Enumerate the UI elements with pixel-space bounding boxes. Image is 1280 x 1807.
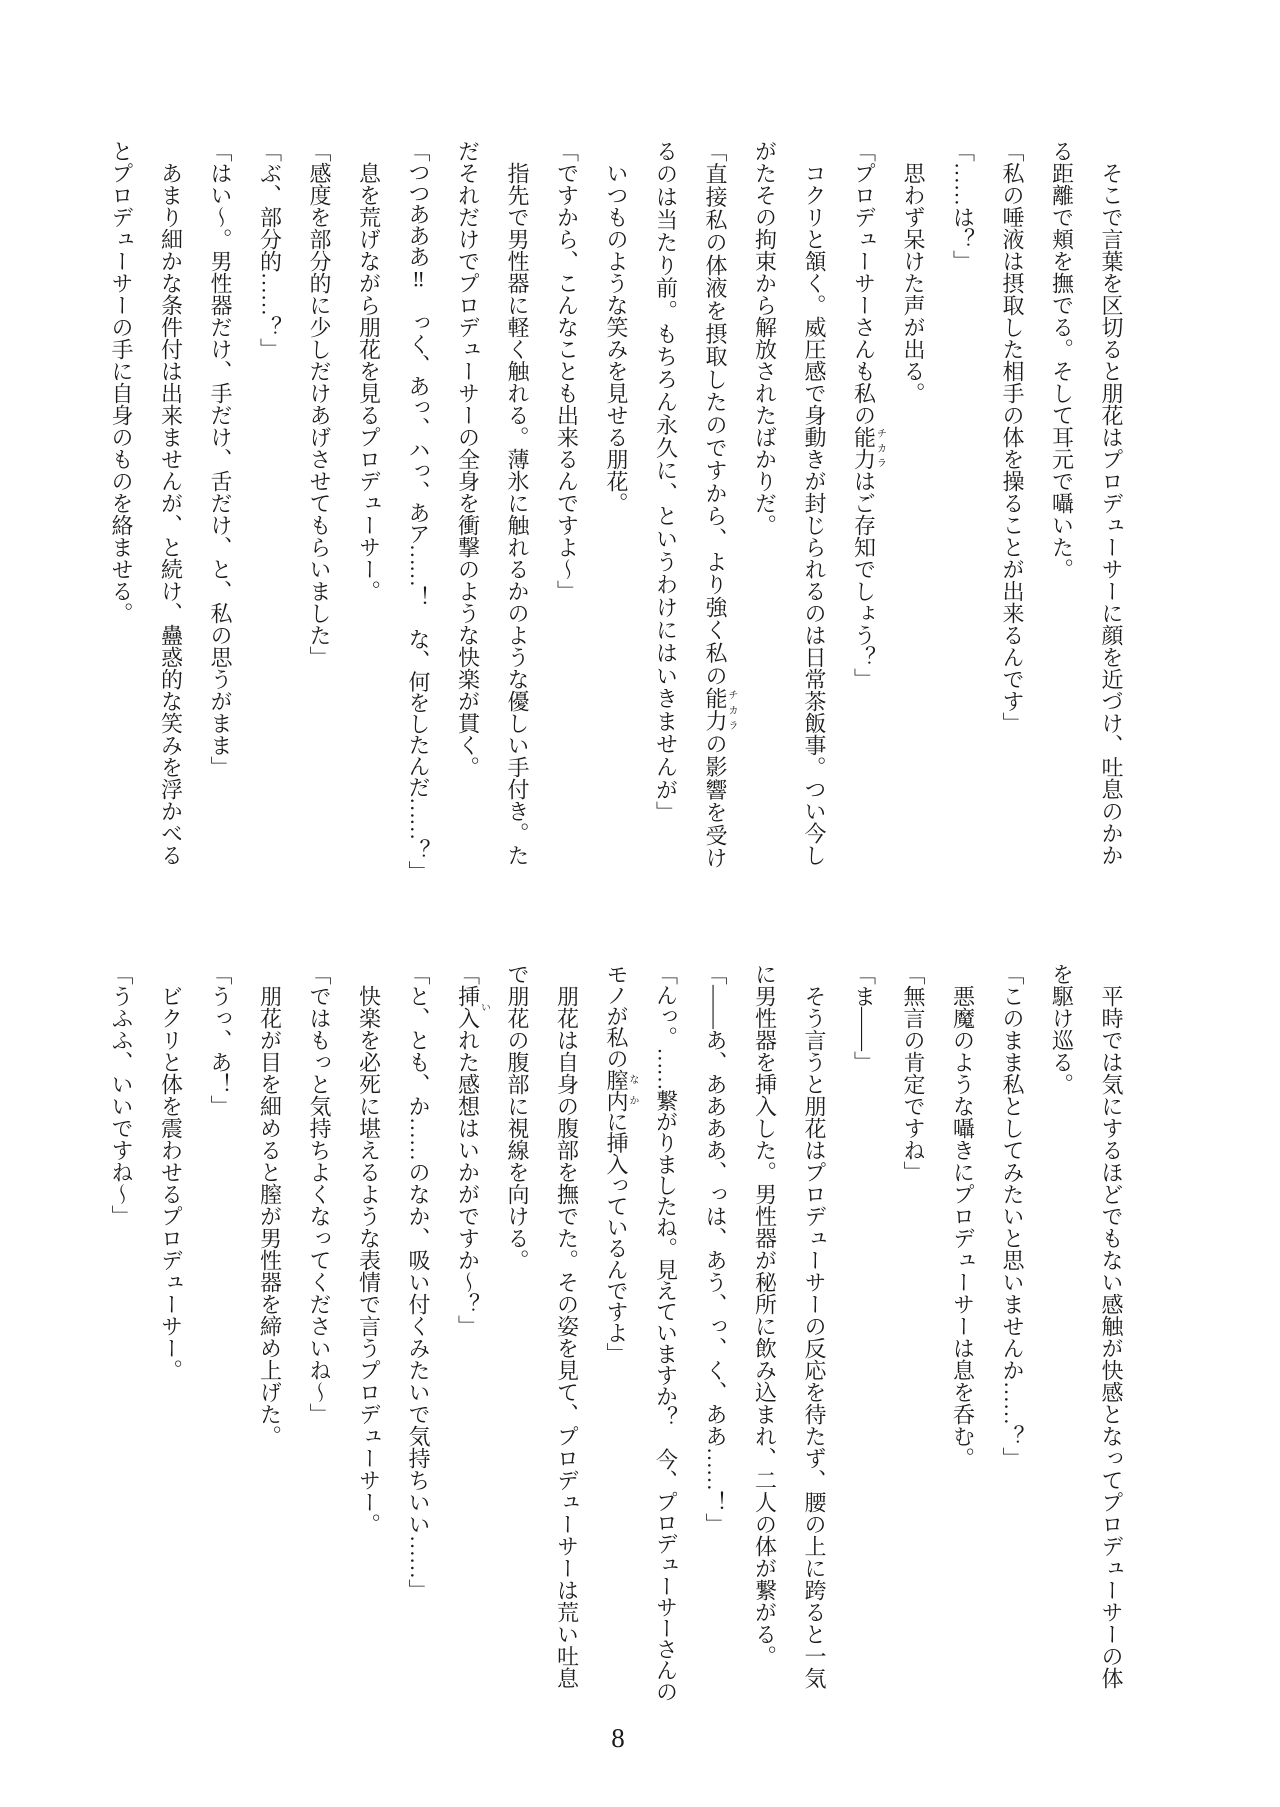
- narration-paragraph: 快楽を必死に堪えるような表情で言うプロデューサー。: [356, 985, 382, 1535]
- narration-paragraph: 朋花が目を細めると膣が男性器を締め上げた。: [257, 985, 283, 1447]
- dialogue-paragraph: 「と、とも、か……のなか、吸い付くみたいで気持ちいい……」: [406, 963, 431, 1601]
- dialogue-paragraph: 「うっ、あ！」: [208, 963, 233, 1117]
- narration-paragraph: 平時では気にするほどでもない感触が快感となってプロデューサーの体を駆け巡る。: [1049, 963, 1124, 1689]
- ruby-annotated-word: 能力チカラ: [703, 687, 737, 733]
- narration-paragraph: あまり細かな条件付は出来ませんが、と続け、蠱惑的な笑みを浮かべるとプロデューサーの手に自身のものを絡ませる。: [109, 140, 184, 866]
- dialogue-paragraph: 「ではもっと気持ちよくなってくださいね〜」: [307, 963, 332, 1425]
- narration-paragraph: 朋花は自身の腹部を撫でた。その姿を見て、プロデューサーは荒い吐息で朋花の腹部に視線を向ける。: [505, 963, 580, 1689]
- narration-paragraph: いつものような笑みを見せる朋花。: [604, 162, 629, 514]
- ruby-annotated-word: 能力チカラ: [851, 426, 886, 470]
- dialogue-paragraph: 「このまま私としてみたいと思いませんか……？」: [1000, 963, 1025, 1469]
- narration-paragraph: 思わず呆けた声が出る。: [901, 162, 926, 404]
- dialogue-paragraph: 「うふふ、いいですね〜」: [109, 963, 134, 1227]
- dialogue-paragraph: 「挿入いれた感想はいかがですか〜？」: [455, 963, 490, 1337]
- text-row-upper: [95, 140, 1136, 884]
- page-number: 8: [611, 1723, 625, 1753]
- dialogue-paragraph: 「ぶ、部分的……？」: [257, 140, 283, 360]
- dialogue-paragraph: 「つつあああ‼ っく、あっ、ハっ、あア……！ な、何をしたんだ……？」: [406, 140, 431, 882]
- narration-paragraph: そう言うと朋花はプロデューサーの反応を待たず、腰の上に跨ると一気に男性器を挿入した。男性器が秘所に飲み込まれ、二人の体が繋がる。: [752, 963, 827, 1689]
- dialogue-paragraph: 「ま——」: [851, 963, 877, 1073]
- text-row-lower: [95, 963, 1136, 1707]
- dialogue-paragraph: 「感度を部分的に少しだけあげさせてもらいました」: [307, 140, 332, 668]
- narration-paragraph: そこで言葉を区切ると朋花はプロデューサーに顔を近づけ、吐息のかかる距離で頬を撫でる。そして耳元で囁いた。: [1049, 140, 1124, 866]
- dialogue-paragraph: 「直接私の体液を摂取したのですから、より強く私の能力チカラの影響を受けるのは当たり前。もちろん永久に、というわけにはいきませんが」: [653, 140, 737, 870]
- dialogue-paragraph: 「プロデューサーさんも私の能力チカラはご存知でしょう？」: [851, 140, 886, 690]
- dialogue-paragraph: 「……は？」: [950, 140, 976, 272]
- dialogue-paragraph: 「ですから、こんなことも出来るんですよ〜」: [554, 140, 580, 602]
- dialogue-paragraph: 「無言の肯定ですね」: [901, 963, 926, 1183]
- narration-paragraph: 指先で男性器に軽く触れる。薄氷に触れるかのような優しい手付き。ただそれだけでプロデューサーの全身を衝撃のような快楽が貫く。: [455, 140, 530, 866]
- dialogue-paragraph: 「私の唾液は摂取した相手の体を操ることが出来るんです」: [1000, 140, 1025, 734]
- ruby-annotated-word: 膣内なか: [604, 1068, 638, 1111]
- dialogue-paragraph: 「はい〜。男性器だけ、手だけ、舌だけ、と、私の思うがまま」: [208, 140, 233, 778]
- dialogue-paragraph: 「——あ、ああああ、っは、あう、っ、く、ああ……！」: [703, 963, 728, 1535]
- ruby-annotated-word: 挿入い: [455, 985, 490, 1029]
- narration-paragraph: コクリと頷く。威圧感で身動きが封じられるのは日常茶飯事。つい今しがたその拘束から解放されたばかりだ。: [752, 140, 827, 866]
- narration-paragraph: 悪魔のような囁きにプロデューサーは息を呑む。: [950, 985, 976, 1469]
- narration-paragraph: ビクリと体を震わせるプロデューサー。: [158, 985, 184, 1381]
- narration-paragraph: 息を荒げながら朋花を見るプロデューサー。: [356, 162, 382, 602]
- dialogue-paragraph: 「んっ。……繋がりましたね。見えていますか？ 今、プロデューサーさんのモノが私の膣内なかに挿入っているんですよ」: [604, 963, 679, 1702]
